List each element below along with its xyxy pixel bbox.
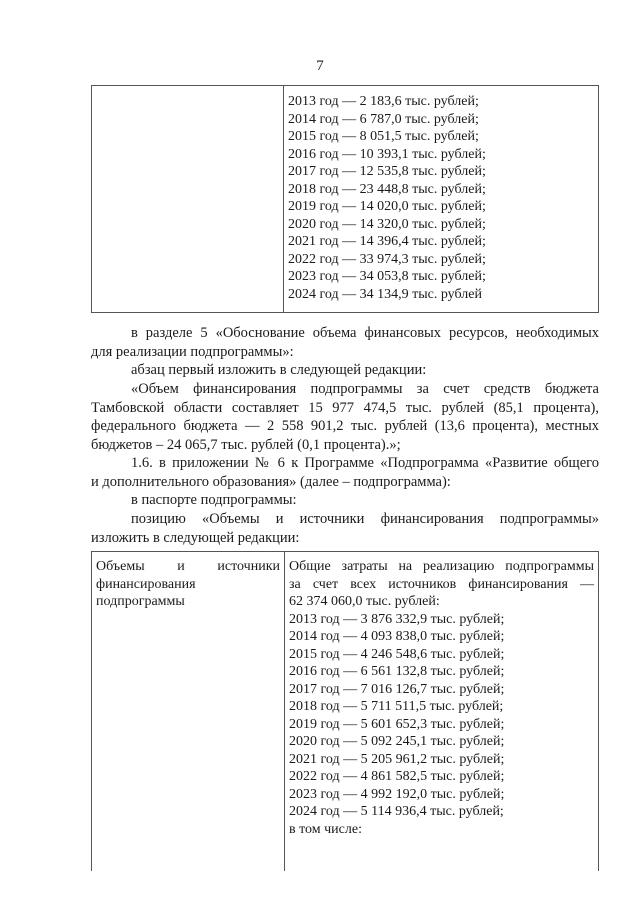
- year-line: 2024 год — 5 114 936,4 тыс. рублей;: [289, 804, 504, 819]
- text-line: для реализации подпрограммы»:: [91, 343, 294, 360]
- year-line: 2018 год — 5 711 511,5 тыс. рублей;: [289, 699, 504, 714]
- year-line: 2022 год — 4 861 582,5 тыс. рублей;: [289, 769, 505, 784]
- year-line: 2021 год — 14 396,4 тыс. рублей;: [288, 234, 486, 249]
- funding-table-continuation: [91, 85, 599, 313]
- detail-line: за счет всех источников финансирования —: [289, 576, 594, 592]
- year-line: 2019 год — 5 601 652,3 тыс. рублей;: [289, 716, 505, 732]
- year-line: 2017 год — 7 016 126,7 тыс. рублей;: [289, 681, 505, 697]
- year-line: 2021 год — 5 205 961,2 тыс. рублей;: [289, 751, 505, 767]
- text-line: федерального бюджета — 2 558 901,2 тыс. рублей (13,6 процента), местных: [91, 418, 599, 434]
- text-line: бюджетов – 24 065,7 тыс. рублей (0,1 процента).»;: [91, 436, 401, 453]
- label-line: Объемы и источники: [96, 559, 280, 574]
- year-line: 2013 год — 2 183,6 тыс. рублей;: [288, 94, 479, 109]
- text-line: и дополнительного образования» (далее – подпрограмма):: [91, 473, 451, 490]
- label-line: финансирования: [96, 576, 196, 592]
- column-divider: [283, 86, 284, 312]
- label-line: подпрограммы: [96, 594, 185, 609]
- text-line: Тамбовской области составляет 15 977 474,5 тыс. рублей (85,1 процента),: [91, 399, 599, 416]
- funding-details-cell: [289, 558, 594, 838]
- position-paragraph: [91, 510, 599, 547]
- detail-line: в том числе:: [289, 821, 362, 837]
- year-line: 2017 год — 12 535,8 тыс. рублей;: [288, 164, 486, 179]
- year-line: 2020 год — 14 320,0 тыс. рублей;: [288, 216, 486, 232]
- year-line: 2013 год — 3 876 332,9 тыс. рублей;: [289, 611, 505, 627]
- detail-line: Общие затраты на реализацию подпрограммы: [289, 559, 594, 574]
- instruction-paragraph: [91, 361, 599, 380]
- text-line: позицию «Объемы и источники финансирования подпрограммы»: [131, 511, 599, 527]
- column-divider: [284, 552, 285, 871]
- year-line: 2022 год — 33 974,3 тыс. рублей;: [288, 251, 486, 267]
- text-line: «Объем финансирования подпрограммы за счет средств бюджета: [131, 381, 599, 397]
- year-line: 2020 год — 5 092 245,1 тыс. рублей;: [289, 734, 505, 749]
- year-line: 2016 год — 10 393,1 тыс. рублей;: [288, 146, 486, 162]
- year-line: 2015 год — 4 246 548,6 тыс. рублей;: [289, 646, 505, 662]
- page-number: 7: [316, 58, 324, 74]
- year-line: 2016 год — 6 561 132,8 тыс. рублей;: [289, 664, 505, 679]
- funding-by-year-list: [288, 93, 486, 303]
- section5-paragraph: [91, 324, 599, 361]
- subprogram-funding-table: [91, 551, 599, 871]
- financing-paragraph: [91, 380, 599, 454]
- year-line: 2014 год — 4 093 838,0 тыс. рублей;: [289, 629, 505, 644]
- text-line: 1.6. в приложении № 6 к Программе «Подпрограмма «Развитие общего: [131, 455, 599, 471]
- text-line: в разделе 5 «Обоснование объема финансовых ресурсов, необходимых: [131, 325, 599, 341]
- year-line: 2023 год — 34 053,8 тыс. рублей;: [288, 269, 486, 284]
- year-line: 2023 год — 4 992 192,0 тыс. рублей;: [289, 786, 505, 802]
- year-line: 2015 год — 8 051,5 тыс. рублей;: [288, 129, 479, 144]
- text-line: абзац первый изложить в следующей редакции:: [131, 362, 427, 378]
- year-line: 2019 год — 14 020,0 тыс. рублей;: [288, 199, 486, 214]
- position-label-cell: [96, 558, 280, 611]
- passport-paragraph: [91, 491, 599, 510]
- appendix6-paragraph: [91, 454, 599, 491]
- text-line: изложить в следующей редакции:: [91, 529, 300, 546]
- year-line: 2024 год — 34 134,9 тыс. рублей: [288, 286, 482, 302]
- year-line: 2018 год — 23 448,8 тыс. рублей;: [288, 181, 486, 197]
- year-line: 2014 год — 6 787,0 тыс. рублей;: [288, 111, 479, 127]
- text-line: в паспорте подпрограммы:: [131, 492, 297, 508]
- detail-line: 62 374 060,0 тыс. рублей:: [289, 594, 440, 609]
